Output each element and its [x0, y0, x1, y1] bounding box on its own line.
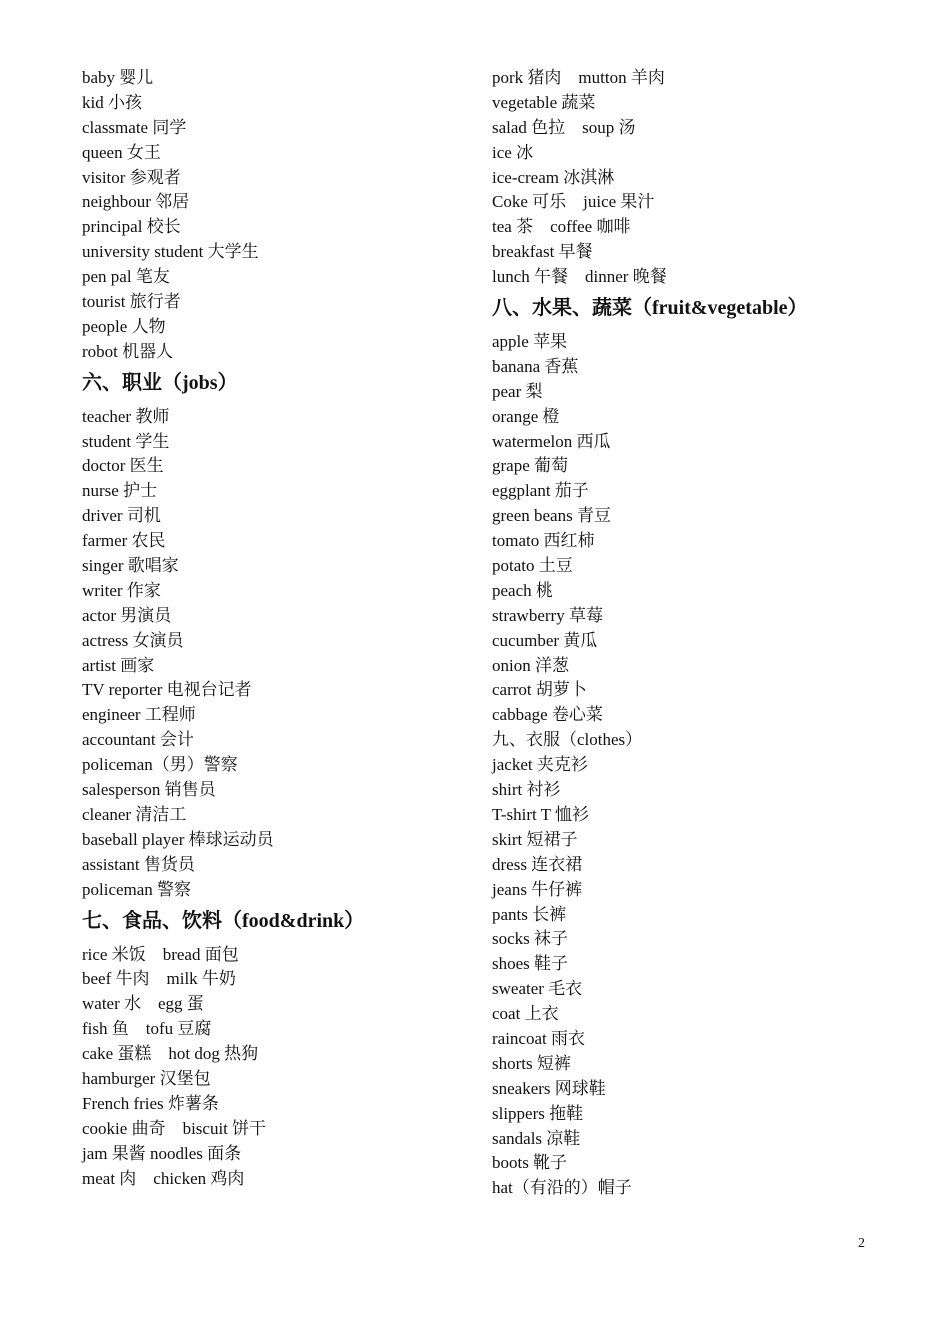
vocab-entry: pants 长裤 — [492, 904, 567, 924]
vocab-entry: peach 桃 — [492, 580, 553, 600]
vocab-entry: breakfast 早餐 — [492, 242, 593, 262]
vocab-entry: raincoat 雨衣 — [492, 1028, 585, 1048]
vocab-entry: assistant 售货员 — [82, 854, 195, 874]
vocab-entry: socks 袜子 — [492, 929, 569, 949]
vocab-entry: ice 冰 — [492, 142, 534, 162]
vocab-entry: baseball player 棒球运动员 — [82, 829, 274, 849]
vocab-entry: water 水 egg 蛋 — [82, 994, 204, 1014]
vocab-entry: tourist 旅行者 — [82, 292, 181, 312]
vocab-entry: sneakers 网球鞋 — [492, 1078, 606, 1098]
vocab-entry: queen 女王 — [82, 142, 161, 162]
vocab-entry: lunch 午餐 dinner 晚餐 — [492, 267, 667, 287]
vocab-entry: jacket 夹克衫 — [492, 755, 588, 775]
vocab-entry: dress 连衣裙 — [492, 854, 583, 874]
section-heading: 六、职业（jobs） — [82, 371, 238, 394]
vocab-entry: driver 司机 — [82, 506, 161, 526]
vocab-entry: jam 果酱 noodles 面条 — [82, 1143, 242, 1163]
vocab-entry: skirt 短裙子 — [492, 829, 578, 849]
vocab-entry: student 学生 — [82, 431, 170, 451]
vocab-entry: strawberry 草莓 — [492, 605, 603, 625]
vocab-entry: pork 猪肉 mutton 羊肉 — [492, 68, 665, 87]
right-column — [492, 66, 912, 1201]
vocab-entry: shoes 鞋子 — [492, 954, 569, 974]
vocab-entry: banana 香蕉 — [492, 356, 579, 376]
vocab-entry: neighbour 邻居 — [82, 192, 190, 212]
vocab-entry: ice-cream 冰淇淋 — [492, 167, 615, 187]
vocab-entry: singer 歌唱家 — [82, 556, 179, 576]
vocab-entry: hat（有沿的）帽子 — [492, 1178, 632, 1198]
vocab-entry: boots 靴子 — [492, 1153, 568, 1173]
page-number: 2 — [858, 1236, 865, 1251]
vocab-entry: hamburger 汉堡包 — [82, 1068, 211, 1088]
vocab-entry: T-shirt T 恤衫 — [492, 804, 589, 824]
vocab-entry: farmer 农民 — [82, 531, 166, 551]
vocab-entry: carrot 胡萝卜 — [492, 680, 587, 700]
vocab-entry: policeman 警察 — [82, 879, 192, 899]
vocab-entry: vegetable 蔬菜 — [492, 92, 596, 112]
vocab-entry: accountant 会计 — [82, 730, 194, 750]
vocab-entry: visitor 参观者 — [82, 167, 181, 187]
vocab-entry: cleaner 清洁工 — [82, 804, 187, 824]
vocab-entry: fish 鱼 tofu 豆腐 — [82, 1019, 212, 1039]
vocab-entry: eggplant 茄子 — [492, 481, 589, 501]
vocab-entry: Coke 可乐 juice 果汁 — [492, 192, 655, 212]
vocab-entry: apple 苹果 — [492, 332, 568, 352]
vocab-entry: onion 洋葱 — [492, 655, 569, 675]
vocab-entry: engineer 工程师 — [82, 705, 196, 725]
vocab-entry: coat 上衣 — [492, 1004, 559, 1024]
vocab-entry: robot 机器人 — [82, 341, 174, 361]
vocab-entry: actor 男演员 — [82, 605, 172, 625]
vocab-entry: pear 梨 — [492, 381, 543, 401]
vocab-entry: policeman（男）警察 — [82, 755, 238, 775]
vocab-entry: cabbage 卷心菜 — [492, 705, 603, 725]
vocab-entry: green beans 青豆 — [492, 506, 611, 526]
vocab-entry: TV reporter 电视台记者 — [82, 680, 252, 700]
vocab-entry: shirt 衬衫 — [492, 780, 561, 800]
vocab-entry: sweater 毛衣 — [492, 979, 583, 999]
vocab-entry: 九、衣服（clothes） — [492, 730, 643, 750]
vocab-entry: grape 葡萄 — [492, 456, 569, 476]
vocab-entry: cake 蛋糕 hot dog 热狗 — [82, 1044, 259, 1064]
vocab-entry: teacher 教师 — [82, 406, 170, 426]
vocab-entry: salesperson 销售员 — [82, 780, 216, 800]
vocab-entry: university student 大学生 — [82, 242, 259, 262]
vocab-entry: tomato 西红柿 — [492, 531, 595, 551]
vocab-entry: French fries 炸薯条 — [82, 1093, 219, 1113]
left-column — [82, 66, 462, 1191]
vocab-entry: people 人物 — [82, 316, 166, 336]
section-heading: 七、食品、饮料（food&drink） — [82, 909, 365, 932]
vocab-entry: kid 小孩 — [82, 92, 142, 112]
section-heading: 八、水果、蔬菜（fruit&vegetable） — [492, 297, 808, 320]
vocab-entry: writer 作家 — [82, 580, 161, 600]
vocab-entry: watermelon 西瓜 — [492, 431, 611, 451]
vocab-entry: principal 校长 — [82, 217, 181, 237]
vocab-entry: classmate 同学 — [82, 117, 187, 137]
vocab-entry: salad 色拉 soup 汤 — [492, 117, 636, 137]
vocab-entry: cucumber 黄瓜 — [492, 630, 598, 650]
vocab-entry: doctor 医生 — [82, 456, 164, 476]
vocab-entry: tea 茶 coffee 咖啡 — [492, 217, 631, 237]
vocab-entry: baby 婴儿 — [82, 68, 154, 87]
vocab-entry: jeans 牛仔裤 — [492, 879, 583, 899]
vocab-entry: sandals 凉鞋 — [492, 1128, 581, 1148]
vocab-entry: cookie 曲奇 biscuit 饼干 — [82, 1118, 267, 1138]
vocab-entry: beef 牛肉 milk 牛奶 — [82, 969, 236, 989]
vocab-entry: meat 肉 chicken 鸡肉 — [82, 1168, 245, 1188]
vocab-entry: artist 画家 — [82, 655, 155, 675]
vocab-entry: slippers 拖鞋 — [492, 1103, 584, 1123]
vocab-entry: actress 女演员 — [82, 630, 184, 650]
vocab-entry: pen pal 笔友 — [82, 267, 170, 287]
vocab-entry: potato 土豆 — [492, 556, 573, 576]
vocab-entry: rice 米饭 bread 面包 — [82, 944, 239, 964]
vocab-entry: orange 橙 — [492, 406, 560, 426]
vocab-entry: nurse 护士 — [82, 481, 158, 501]
vocab-entry: shorts 短裤 — [492, 1053, 571, 1073]
